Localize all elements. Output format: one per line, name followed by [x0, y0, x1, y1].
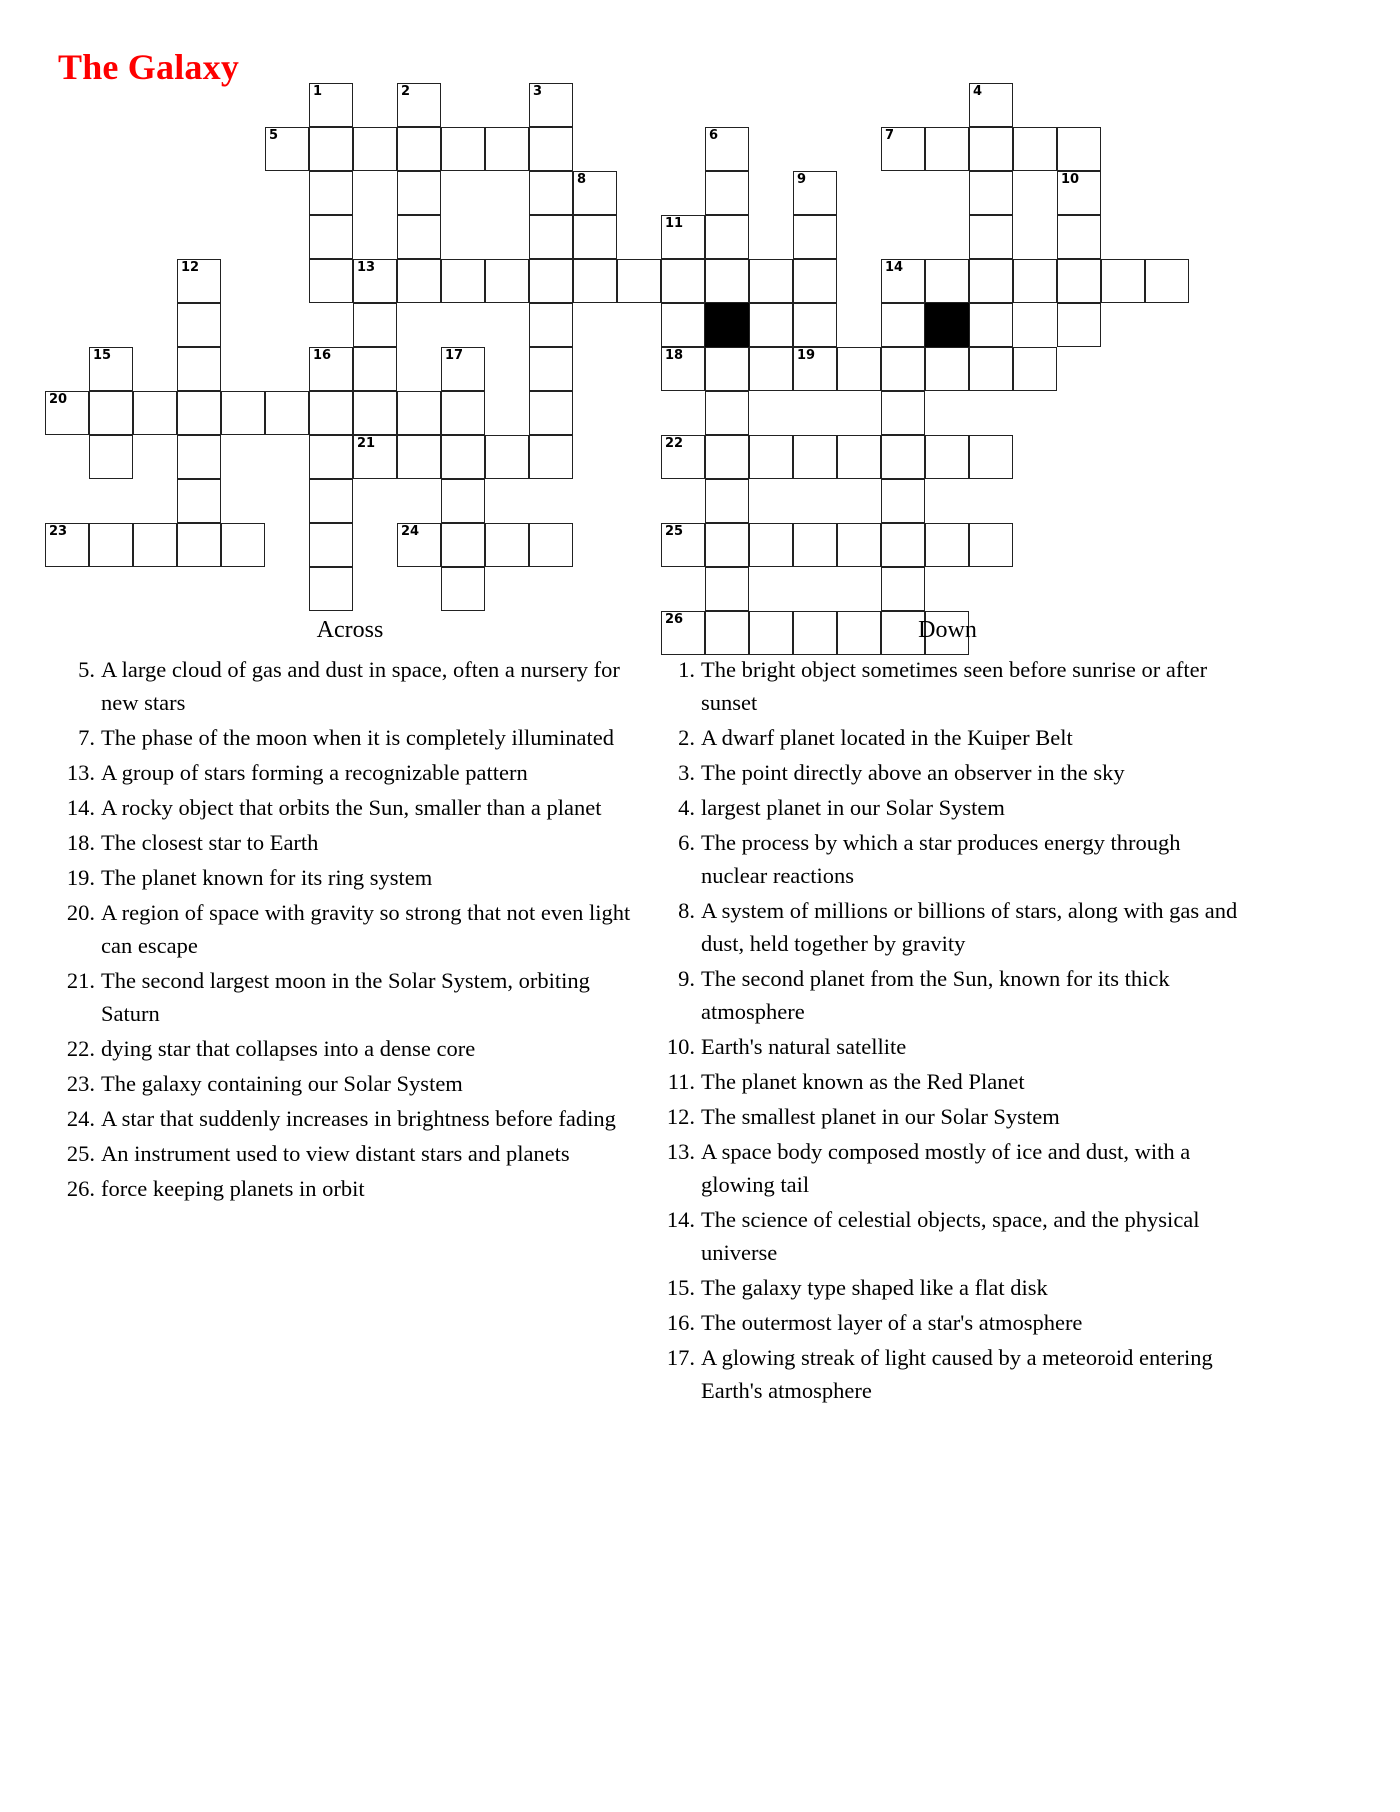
- clue-item: [655, 1203, 1240, 1269]
- clue-item: [655, 653, 1240, 719]
- clue-number: 1.: [678, 657, 695, 682]
- down-clue-list: [655, 653, 1240, 1407]
- clue-number: 26.: [66, 1176, 95, 1201]
- grid-cell[interactable]: [309, 479, 353, 523]
- clue-item: [55, 1067, 645, 1100]
- grid-cell-number: 12: [181, 260, 200, 275]
- clue-text: The second planet from the Sun, known for its thick atmosphere: [701, 966, 1170, 1024]
- clue-item: [55, 1172, 645, 1205]
- grid-cell[interactable]: [441, 347, 485, 391]
- grid-cell[interactable]: [705, 435, 749, 479]
- grid-cell[interactable]: [1057, 127, 1101, 171]
- clue-item: [655, 1030, 1240, 1063]
- clue-item: [655, 1306, 1240, 1339]
- clue-text: The galaxy containing our Solar System: [101, 1071, 463, 1096]
- grid-cell-number: 9: [797, 172, 807, 187]
- down-clues-column: [655, 615, 1240, 1409]
- clue-text: The process by which a star produces energy through nuclear reactions: [701, 830, 1181, 888]
- clue-number: 8.: [678, 898, 695, 923]
- grid-cell[interactable]: [45, 391, 89, 435]
- clue-text: The closest star to Earth: [101, 830, 319, 855]
- grid-cell-number: 6: [709, 128, 719, 143]
- grid-cell[interactable]: [529, 523, 573, 567]
- grid-cell[interactable]: [793, 435, 837, 479]
- grid-cell-number: 17: [445, 348, 464, 363]
- grid-cell[interactable]: [661, 259, 705, 303]
- clue-item: [655, 1341, 1240, 1407]
- grid-cell[interactable]: [925, 435, 969, 479]
- grid-cell[interactable]: [353, 303, 397, 347]
- grid-cell[interactable]: [573, 259, 617, 303]
- grid-cell[interactable]: [793, 215, 837, 259]
- clue-text: The phase of the moon when it is completely illuminated: [101, 725, 615, 750]
- clue-number: 18.: [66, 830, 95, 855]
- across-heading: Across: [316, 617, 384, 643]
- grid-cell[interactable]: [529, 435, 573, 479]
- grid-cell[interactable]: [881, 567, 925, 611]
- clue-number: 14.: [666, 1207, 695, 1232]
- grid-cell[interactable]: [1057, 215, 1101, 259]
- grid-cell[interactable]: [177, 347, 221, 391]
- grid-cell[interactable]: [309, 171, 353, 215]
- grid-cell[interactable]: [705, 567, 749, 611]
- grid-cell[interactable]: [441, 259, 485, 303]
- grid-cell[interactable]: [969, 435, 1013, 479]
- clue-item: [55, 756, 645, 789]
- grid-cell[interactable]: [397, 171, 441, 215]
- grid-cell[interactable]: [529, 391, 573, 435]
- clue-number: 13.: [66, 760, 95, 785]
- grid-cell-number: 24: [401, 524, 420, 539]
- grid-cell[interactable]: [309, 127, 353, 171]
- grid-cell[interactable]: [89, 523, 133, 567]
- clue-item: [55, 1137, 645, 1170]
- grid-cell[interactable]: [529, 127, 573, 171]
- grid-cell-number: 13: [357, 260, 376, 275]
- grid-cell[interactable]: [837, 435, 881, 479]
- clue-text: dying star that collapses into a dense core: [101, 1036, 476, 1061]
- grid-cell[interactable]: [705, 479, 749, 523]
- grid-cell-number: 20: [49, 392, 68, 407]
- grid-cell[interactable]: [441, 391, 485, 435]
- grid-cell[interactable]: [705, 215, 749, 259]
- grid-cell-number: 1: [313, 84, 323, 99]
- grid-cell[interactable]: [529, 259, 573, 303]
- clue-item: [655, 791, 1240, 824]
- grid-cell[interactable]: [1057, 171, 1101, 215]
- grid-cell[interactable]: [397, 127, 441, 171]
- grid-cell[interactable]: [661, 523, 705, 567]
- clue-number: 12.: [666, 1104, 695, 1129]
- clue-text: A large cloud of gas and dust in space, often a nursery for new stars: [101, 657, 620, 715]
- grid-cell[interactable]: [397, 523, 441, 567]
- grid-cell[interactable]: [881, 259, 925, 303]
- grid-cell[interactable]: [221, 523, 265, 567]
- grid-cell[interactable]: [969, 127, 1013, 171]
- grid-cell[interactable]: [309, 523, 353, 567]
- clue-number: 10.: [666, 1034, 695, 1059]
- clue-number: 3.: [678, 760, 695, 785]
- grid-cell[interactable]: [309, 391, 353, 435]
- grid-cell[interactable]: [309, 259, 353, 303]
- grid-cell[interactable]: [441, 479, 485, 523]
- grid-cell-blocked: [705, 303, 749, 347]
- clue-number: 5.: [78, 657, 95, 682]
- grid-cell[interactable]: [793, 259, 837, 303]
- grid-cell[interactable]: [793, 523, 837, 567]
- clue-text: The science of celestial objects, space, and the physical universe: [701, 1207, 1200, 1265]
- grid-cell[interactable]: [925, 347, 969, 391]
- grid-cell[interactable]: [1013, 259, 1057, 303]
- grid-cell[interactable]: [309, 83, 353, 127]
- grid-cell[interactable]: [749, 303, 793, 347]
- grid-cell[interactable]: [661, 303, 705, 347]
- grid-cell[interactable]: [881, 479, 925, 523]
- grid-cell[interactable]: [1013, 347, 1057, 391]
- clue-text: A dwarf planet located in the Kuiper Belt: [701, 725, 1073, 750]
- grid-cell[interactable]: [661, 215, 705, 259]
- clue-text: largest planet in our Solar System: [701, 795, 1005, 820]
- clue-text: A group of stars forming a recognizable pattern: [101, 760, 528, 785]
- grid-cell[interactable]: [133, 391, 177, 435]
- grid-cell[interactable]: [309, 347, 353, 391]
- grid-cell[interactable]: [881, 127, 925, 171]
- grid-cell-number: 5: [269, 128, 279, 143]
- grid-cell-number: 11: [665, 216, 684, 231]
- clue-number: 25.: [66, 1141, 95, 1166]
- grid-cell[interactable]: [573, 171, 617, 215]
- clue-number: 16.: [666, 1310, 695, 1335]
- down-heading: Down: [918, 617, 977, 643]
- grid-cell[interactable]: [749, 259, 793, 303]
- grid-cell[interactable]: [1057, 303, 1101, 347]
- crossword-grid: [0, 0, 1400, 627]
- clue-number: 24.: [66, 1106, 95, 1131]
- clue-text: A rocky object that orbits the Sun, smaller than a planet: [101, 795, 602, 820]
- grid-cell-number: 21: [357, 436, 376, 451]
- grid-cell[interactable]: [969, 215, 1013, 259]
- grid-cell[interactable]: [177, 259, 221, 303]
- grid-cell-number: 16: [313, 348, 332, 363]
- grid-cell[interactable]: [485, 523, 529, 567]
- grid-cell[interactable]: [353, 391, 397, 435]
- grid-cell-number: 2: [401, 84, 411, 99]
- grid-cell[interactable]: [441, 435, 485, 479]
- clue-item: [655, 756, 1240, 789]
- clue-item: [55, 653, 645, 719]
- clue-item: [55, 1102, 645, 1135]
- grid-cell-blocked: [925, 303, 969, 347]
- clue-text: The second largest moon in the Solar System, orbiting Saturn: [101, 968, 590, 1026]
- grid-cell[interactable]: [353, 347, 397, 391]
- grid-cell-number: 3: [533, 84, 543, 99]
- grid-cell[interactable]: [265, 391, 309, 435]
- grid-cell[interactable]: [705, 127, 749, 171]
- grid-cell-number: 19: [797, 348, 816, 363]
- clue-item: [55, 1032, 645, 1065]
- grid-cell[interactable]: [177, 303, 221, 347]
- grid-cell-number: 8: [577, 172, 587, 187]
- grid-cell[interactable]: [485, 127, 529, 171]
- grid-cell-number: 7: [885, 128, 895, 143]
- grid-cell[interactable]: [221, 391, 265, 435]
- grid-cell[interactable]: [969, 303, 1013, 347]
- grid-cell[interactable]: [529, 303, 573, 347]
- clue-number: 11.: [667, 1069, 695, 1094]
- grid-cell[interactable]: [1101, 259, 1145, 303]
- grid-cell[interactable]: [925, 127, 969, 171]
- clue-item: [655, 721, 1240, 754]
- grid-cell-number: 4: [973, 84, 983, 99]
- grid-cell[interactable]: [485, 435, 529, 479]
- grid-cell[interactable]: [353, 259, 397, 303]
- clue-item: [655, 1135, 1240, 1201]
- clue-number: 17.: [666, 1345, 695, 1370]
- grid-cell[interactable]: [1145, 259, 1189, 303]
- grid-cell[interactable]: [265, 127, 309, 171]
- grid-cell[interactable]: [177, 479, 221, 523]
- grid-cell[interactable]: [177, 435, 221, 479]
- clue-number: 9.: [678, 966, 695, 991]
- clue-number: 13.: [666, 1139, 695, 1164]
- grid-cell-number: 18: [665, 348, 684, 363]
- grid-cell[interactable]: [705, 347, 749, 391]
- clue-text: Earth's natural satellite: [701, 1034, 907, 1059]
- grid-cell[interactable]: [705, 391, 749, 435]
- clue-text: force keeping planets in orbit: [101, 1176, 365, 1201]
- grid-cell[interactable]: [881, 435, 925, 479]
- clue-number: 15.: [666, 1275, 695, 1300]
- grid-cell[interactable]: [969, 259, 1013, 303]
- clue-item: [655, 826, 1240, 892]
- grid-cell[interactable]: [309, 567, 353, 611]
- grid-cell[interactable]: [793, 303, 837, 347]
- grid-cell[interactable]: [969, 83, 1013, 127]
- clue-number: 4.: [678, 795, 695, 820]
- grid-cell-number: 22: [665, 436, 684, 451]
- grid-cell[interactable]: [177, 391, 221, 435]
- grid-cell[interactable]: [925, 259, 969, 303]
- grid-cell[interactable]: [881, 303, 925, 347]
- clue-text: A region of space with gravity so strong that not even light can escape: [101, 900, 631, 958]
- grid-cell[interactable]: [133, 523, 177, 567]
- grid-cell[interactable]: [353, 435, 397, 479]
- grid-cell[interactable]: [441, 523, 485, 567]
- grid-cell[interactable]: [441, 127, 485, 171]
- clue-item: [655, 1065, 1240, 1098]
- grid-cell[interactable]: [881, 391, 925, 435]
- clue-item: [55, 896, 645, 962]
- across-clue-list: [55, 653, 645, 1205]
- grid-cell[interactable]: [309, 435, 353, 479]
- grid-cell[interactable]: [661, 435, 705, 479]
- grid-cell[interactable]: [881, 347, 925, 391]
- clue-number: 20.: [66, 900, 95, 925]
- clue-item: [655, 894, 1240, 960]
- grid-cell[interactable]: [617, 259, 661, 303]
- grid-cell[interactable]: [529, 347, 573, 391]
- grid-cell[interactable]: [969, 171, 1013, 215]
- grid-cell[interactable]: [529, 215, 573, 259]
- clue-number: 7.: [78, 725, 95, 750]
- grid-cell[interactable]: [485, 259, 529, 303]
- grid-cell[interactable]: [1057, 259, 1101, 303]
- clue-text: The planet known for its ring system: [101, 865, 433, 890]
- clue-text: The smallest planet in our Solar System: [701, 1104, 1060, 1129]
- grid-cell-number: 14: [885, 260, 904, 275]
- grid-cell[interactable]: [89, 347, 133, 391]
- clue-item: [55, 721, 645, 754]
- clue-text: The planet known as the Red Planet: [701, 1069, 1025, 1094]
- grid-cell[interactable]: [749, 347, 793, 391]
- clue-text: The bright object sometimes seen before sunrise or after sunset: [701, 657, 1208, 715]
- grid-cell[interactable]: [45, 523, 89, 567]
- clue-text: A system of millions or billions of stars, along with gas and dust, held together by gravity: [701, 898, 1238, 956]
- grid-cell[interactable]: [1013, 127, 1057, 171]
- clue-item: [55, 826, 645, 859]
- clue-item: [655, 1100, 1240, 1133]
- clue-text: A glowing streak of light caused by a meteoroid entering Earth's atmosphere: [701, 1345, 1213, 1403]
- grid-cell[interactable]: [969, 523, 1013, 567]
- grid-cell[interactable]: [837, 523, 881, 567]
- grid-cell[interactable]: [441, 567, 485, 611]
- clue-number: 21.: [66, 968, 95, 993]
- clue-text: The outermost layer of a star's atmosphere: [701, 1310, 1083, 1335]
- grid-cell[interactable]: [89, 435, 133, 479]
- grid-cell[interactable]: [705, 171, 749, 215]
- grid-cell[interactable]: [529, 171, 573, 215]
- grid-cell[interactable]: [397, 391, 441, 435]
- clue-item: [655, 1271, 1240, 1304]
- grid-cell[interactable]: [89, 391, 133, 435]
- clue-number: 19.: [66, 865, 95, 890]
- clue-text: An instrument used to view distant stars and planets: [101, 1141, 570, 1166]
- grid-cell[interactable]: [749, 523, 793, 567]
- grid-cell-number: 26: [665, 612, 684, 627]
- grid-cell[interactable]: [837, 347, 881, 391]
- grid-cell[interactable]: [177, 523, 221, 567]
- grid-cell[interactable]: [529, 83, 573, 127]
- clue-number: 23.: [66, 1071, 95, 1096]
- clue-item: [655, 962, 1240, 1028]
- clue-item: [55, 791, 645, 824]
- page-title: The Galaxy: [58, 47, 240, 88]
- grid-cell[interactable]: [397, 83, 441, 127]
- grid-cell[interactable]: [353, 127, 397, 171]
- clue-item: [55, 861, 645, 894]
- clue-number: 2.: [678, 725, 695, 750]
- grid-cell[interactable]: [793, 171, 837, 215]
- grid-cell[interactable]: [925, 523, 969, 567]
- grid-cell[interactable]: [309, 215, 353, 259]
- grid-cell-number: 23: [49, 524, 68, 539]
- clue-text: A star that suddenly increases in brightness before fading: [101, 1106, 616, 1131]
- grid-cell[interactable]: [793, 347, 837, 391]
- clue-number: 6.: [678, 830, 695, 855]
- clue-text: The point directly above an observer in the sky: [701, 760, 1125, 785]
- grid-cell-number: 15: [93, 348, 112, 363]
- clue-item: [55, 964, 645, 1030]
- clue-number: 14.: [66, 795, 95, 820]
- grid-cell-number: 25: [665, 524, 684, 539]
- grid-cell[interactable]: [397, 259, 441, 303]
- grid-cell[interactable]: [397, 215, 441, 259]
- grid-cell[interactable]: [573, 215, 617, 259]
- grid-cell[interactable]: [969, 347, 1013, 391]
- grid-cell[interactable]: [397, 435, 441, 479]
- grid-cell[interactable]: [749, 435, 793, 479]
- grid-cell[interactable]: [705, 259, 749, 303]
- across-clues-column: [55, 615, 645, 1207]
- clue-number: 22.: [66, 1036, 95, 1061]
- clue-text: A space body composed mostly of ice and dust, with a glowing tail: [701, 1139, 1191, 1197]
- grid-cell[interactable]: [705, 523, 749, 567]
- grid-cell[interactable]: [881, 523, 925, 567]
- grid-cell-number: 10: [1061, 172, 1080, 187]
- clue-text: The galaxy type shaped like a flat disk: [701, 1275, 1048, 1300]
- grid-cell[interactable]: [661, 347, 705, 391]
